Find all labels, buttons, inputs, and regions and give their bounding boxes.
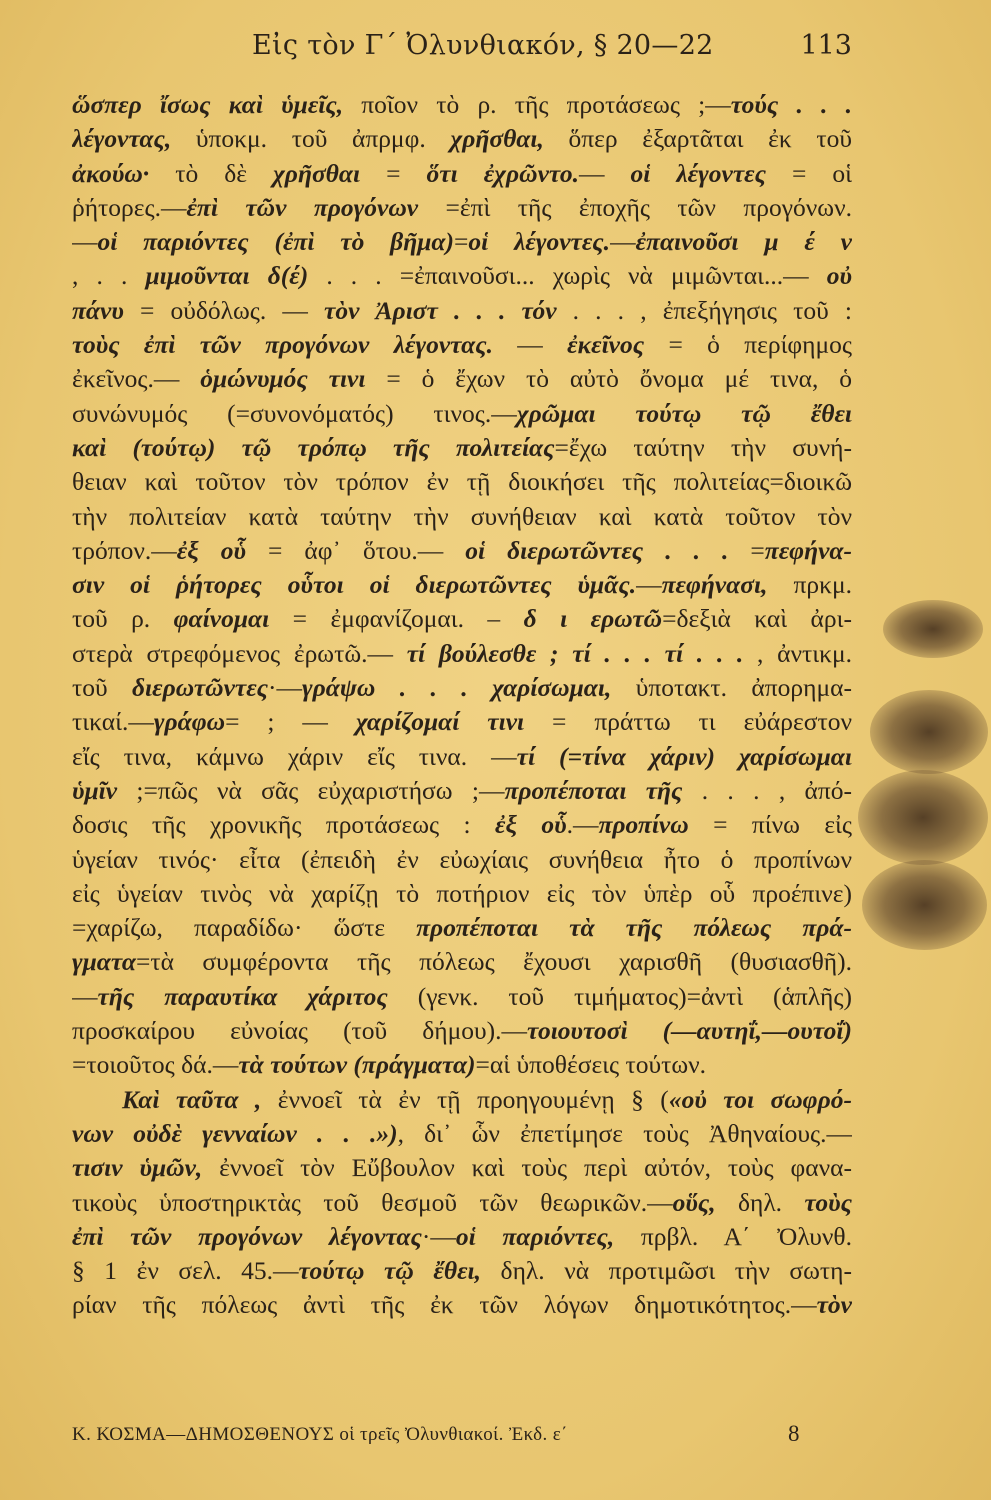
lemma: οἱ παριόντες (ἐπὶ τὸ βῆμα): [97, 227, 455, 257]
text-line: [72, 259, 852, 293]
text-line: [72, 191, 852, 225]
gloss: .—: [566, 810, 599, 840]
lemma: λέγοντας,: [72, 124, 172, 154]
text-line: [72, 1151, 852, 1185]
gloss: = οἱ: [765, 158, 852, 188]
lemma: προπίνω: [598, 810, 689, 840]
lemma: σιν οἱ ῥήτορες οὗτοι οἱ διερωτῶντες ὑμᾶς.: [72, 570, 637, 600]
gloss: εἴς τινα, κάμνω χάριν εἴς τινα. —: [72, 741, 517, 771]
text-line: [72, 1083, 852, 1117]
lemma: τοὺς ἐπὶ τῶν προγόνων λέγοντας.: [72, 330, 493, 360]
lemma: χαρίζομαί τινι: [355, 707, 525, 737]
lemma: «οὐ τοι σωφρό-: [668, 1084, 852, 1114]
lemma: τοιουτοσὶ (—αυτηΐ,—ουτοΐ): [527, 1016, 852, 1046]
gloss: —: [72, 227, 98, 257]
lemma: δ ι ερωτῶ: [523, 604, 663, 634]
text-line: [72, 1220, 852, 1254]
lemma: καὶ (τούτῳ) τῷ τρόπῳ τῆς πολιτείας: [72, 432, 555, 462]
gloss: =τὰ συμφέροντα τῆς πόλεως ἔχουσι χαρισθῆ (θυσιασθῆ).: [135, 947, 852, 977]
gloss: πρβλ. Α΄ Ὀλυνθ.: [614, 1221, 852, 1251]
gloss: =τοιοῦτος δά.—: [72, 1050, 239, 1080]
lemma: ἐπὶ τῶν προγόνων λέγοντας: [72, 1221, 422, 1251]
lemma: οἱ λέγοντες.: [468, 227, 611, 257]
gloss: . . . =ἐπαινοῦσι... χωρὶς νὰ μιμῶνται...—: [308, 261, 827, 291]
gloss: ῥήτορες.—: [72, 192, 187, 222]
text-line: [72, 1048, 852, 1082]
text-line: [72, 1117, 852, 1151]
gloss: =ἐπὶ τῆς ἐποχῆς τῶν προγόνων.: [418, 192, 852, 222]
gloss: = πράττω τι εὐάρεστον: [524, 707, 852, 737]
lemma: οὕς,: [672, 1187, 716, 1217]
gloss: προσκαίρου εὐνοίας (τοῦ δήμου).—: [72, 1016, 527, 1046]
text-line: [72, 602, 852, 636]
text-line: [72, 843, 852, 877]
text-line: [72, 225, 852, 259]
text-line: [72, 980, 852, 1014]
lemma: γράφω: [153, 707, 226, 737]
gloss: ὑποκμ. τοῦ ἀπρμφ.: [171, 124, 451, 154]
gloss: τοῦ ρ.: [72, 604, 174, 634]
lemma: οἱ παριόντες,: [455, 1221, 615, 1251]
page-number: 113: [800, 30, 852, 61]
text-line: [72, 431, 852, 465]
lemma: μιμοῦνται δ(έ): [145, 261, 309, 291]
lemma: νων οὐδὲ γενναίων . . .»): [72, 1118, 398, 1148]
gloss: = οὐδόλως. —: [123, 295, 325, 325]
gloss: (γενκ. τοῦ τιμήματος)=ἀντὶ (ἁπλῆς): [387, 981, 852, 1011]
gloss: ποῖον τὸ ρ. τῆς προτάσεως ;—: [343, 90, 731, 119]
gloss: =δεξιὰ καὶ ἀρι-: [662, 604, 852, 634]
gloss: ·—: [421, 1221, 456, 1251]
lemma: τί βούλεσθε ; τί . . . τί . . .: [406, 638, 744, 668]
lemma: τὸν: [816, 1290, 852, 1320]
text-line: [72, 568, 852, 602]
gloss: συνώνυμός (=συνονόματός) τινος.—: [72, 398, 517, 428]
lemma: γματα: [72, 947, 136, 977]
text-line: [72, 500, 852, 534]
gloss: —: [610, 227, 636, 257]
gloss: =: [454, 227, 469, 257]
gloss: τικοὺς ὑποστηρικτὰς τοῦ θεσμοῦ τῶν θεωρικῶν.—: [72, 1187, 673, 1217]
gloss: , δι᾽ ὧν ἐπετίμησε τοὺς Ἀθηναίους.—: [397, 1118, 852, 1148]
lemma: οἱ λέγοντες: [630, 158, 766, 188]
gloss: τὴν πολιτείαν κατὰ ταύτην τὴν συνήθειαν καὶ κατὰ τοῦτον τὸν: [72, 501, 852, 531]
gloss: ·—: [268, 673, 303, 703]
lemma: ἐπαινοῦσι μ έ ν: [635, 227, 852, 257]
lemma: χρῆσθαι: [272, 158, 361, 188]
lemma: ἐκεῖνος: [567, 330, 645, 360]
lemma: ἀκούω·: [72, 158, 150, 188]
gloss: τὸ δὲ: [149, 158, 273, 188]
lemma: τί (=τίνα χάριν) χαρίσωμαι: [516, 741, 852, 771]
gloss: . . . , ἐπεξήγησις τοῦ :: [556, 295, 852, 325]
text-line: [72, 122, 852, 156]
gloss: =: [360, 158, 427, 188]
page-header: [72, 30, 852, 70]
gloss: τρόπον.—: [72, 535, 177, 565]
gloss: =αἱ ὑποθέσεις τούτων.: [475, 1050, 707, 1080]
commentary-text: [72, 88, 852, 1323]
text-line: [72, 465, 852, 499]
lemma: τοὺς: [804, 1187, 852, 1217]
gloss: ρίαν τῆς πόλεως ἀντὶ τῆς ἐκ τῶν λόγων δημοτικότητος.—: [72, 1290, 817, 1320]
gloss: δηλ. νὰ προτιμῶσι τὴν σωτη-: [481, 1256, 852, 1286]
lemma: ὁμώνυμός τινι: [200, 364, 366, 394]
gloss: = ὁ ἔχων τὸ αὐτὸ ὄνομα μέ τινα, ὁ: [365, 364, 852, 394]
text-line: [72, 1254, 852, 1288]
gloss: = ὁ περίφημος: [644, 330, 852, 360]
lemma: τὸν Ἀριστ . . . τόν: [324, 295, 557, 325]
gloss: = ἐμφανίζομαι. –: [269, 604, 524, 634]
text-line: [72, 705, 852, 739]
ink-smudge: [858, 770, 988, 865]
lemma: πεφήνα-: [764, 535, 852, 565]
gloss: ὅπερ ἐξαρτᾶται ἐκ τοῦ: [543, 124, 852, 154]
lemma: φαίνομαι: [173, 604, 270, 634]
gloss: = πίνω εἰς: [688, 810, 852, 840]
text-line: [72, 1288, 852, 1322]
text-line: [72, 294, 852, 328]
gloss: ὑγείαν τινός· εἶτα (ἐπειδὴ ἐν εὐωχίαις συνήθεια ἦτο ὁ προπίνων: [72, 844, 852, 874]
gloss: = ἀφ᾽ ὅτου.—: [245, 535, 466, 565]
lemma: τούς . . .: [730, 90, 852, 119]
text-line: [72, 534, 852, 568]
text-line: [72, 637, 852, 671]
gloss: ἐκεῖνος.—: [72, 364, 201, 394]
text-line: [72, 157, 852, 191]
text-line: [72, 1186, 852, 1220]
gloss: θειαν καὶ τοῦτον τὸν τρόπον ἐν τῇ διοικήσει τῆς πολιτείας=διοικῶ: [72, 467, 852, 497]
lemma: ὅτι ἐχρῶντο.: [426, 158, 579, 188]
gloss: =ἔχω ταύτην τὴν συνή-: [554, 432, 852, 462]
ink-smudge: [883, 600, 983, 658]
text-line: [72, 740, 852, 774]
gloss: πρκμ.: [767, 570, 852, 600]
lemma: προπέποται τῆς: [504, 775, 683, 805]
text-line: [72, 671, 852, 705]
lemma: τούτῳ τῷ ἔθει,: [298, 1256, 481, 1286]
lemma: Καὶ ταῦτα ,: [122, 1084, 262, 1114]
lemma: τὰ τούτων (πράγματα): [238, 1050, 476, 1080]
lemma: προπέποται τὰ τῆς πόλεως πρά-: [416, 913, 852, 943]
gloss: —: [72, 981, 98, 1011]
ink-smudge: [870, 690, 988, 774]
text-line: [72, 774, 852, 808]
gloss: § 1 ἐν σελ. 45.—: [72, 1256, 299, 1286]
gloss: —: [579, 158, 631, 188]
gloss: στερὰ στρεφόμενος ἐρωτῶ.—: [72, 638, 407, 668]
lemma: ὑμῖν: [72, 775, 118, 805]
lemma: τῆς παραυτίκα χάριτος: [97, 981, 388, 1011]
gloss: τικαί.—: [72, 707, 154, 737]
text-line: [72, 808, 852, 842]
lemma: πεφήνασι,: [661, 570, 768, 600]
gloss: —: [636, 570, 662, 600]
gloss: =χαρίζω, παραδίδω· ὥστε: [72, 913, 417, 943]
gloss: δηλ.: [715, 1187, 805, 1217]
lemma: γράψω . . . χαρίσωμαι,: [302, 673, 612, 703]
gloss: ;=πῶς νὰ σᾶς εὐχαριστήσω ;—: [117, 775, 505, 805]
ink-smudge: [862, 860, 987, 950]
text-line: [72, 88, 852, 122]
text-line: [72, 362, 852, 396]
text-line: [72, 877, 852, 911]
signature-mark: 8: [788, 1421, 800, 1446]
text-line: [72, 1014, 852, 1048]
gloss: ὑποτακτ. ἀπορημα-: [611, 673, 852, 703]
lemma: οἱ διερωτῶντες . . .: [465, 535, 729, 565]
lemma: διερωτῶντες: [132, 673, 269, 703]
gloss: . . . , ἀπό-: [682, 775, 852, 805]
lemma: οὐ: [826, 261, 852, 291]
lemma: ὥσπερ ἴσως καὶ ὑμεῖς,: [72, 90, 344, 119]
running-head: Εἰς τὸν Γ΄ Ὀλυνθιακόν, § 20—22: [252, 30, 714, 61]
lemma: πάνυ: [72, 295, 124, 325]
gloss: ἐννοεῖ τὸν Εὔβουλον καὶ τοὺς περὶ αὐτόν, τοὺς φανα-: [202, 1153, 852, 1183]
footer-imprint: Κ. ΚΟΣΜΑ—ΔΗΜΟΣΘΕΝΟΥΣ οἱ τρεῖς Ὀλυνθιακοί. Ἐκδ. ε΄: [72, 1424, 568, 1445]
gloss: δοσις τῆς χρονικῆς προτάσεως :: [72, 810, 496, 840]
gloss: , ἀντικμ.: [743, 638, 852, 668]
gloss: = ; —: [225, 707, 356, 737]
text-line: [72, 945, 852, 979]
gloss: τοῦ: [72, 673, 132, 703]
text-line: [72, 328, 852, 362]
page-footer: [72, 1421, 852, 1454]
gloss: =: [728, 535, 765, 565]
lemma: χρῶμαι τούτῳ τῷ ἔθει: [516, 398, 852, 428]
lemma: ἐπὶ τῶν προγόνων: [186, 192, 419, 222]
lemma: χρῆσθαι,: [450, 124, 544, 154]
gloss: εἰς ὑγείαν τινὸς νὰ χαρίζῃ τὸ ποτήριον εἰς τὸν ὑπὲρ οὗ προέπινε): [72, 878, 852, 908]
gloss: —: [492, 330, 568, 360]
text-line: [72, 911, 852, 945]
text-line: [72, 397, 852, 431]
lemma: ἐξ οὗ: [495, 810, 567, 840]
gloss: , . .: [72, 261, 146, 291]
lemma: ἐξ οὗ: [176, 535, 246, 565]
lemma: τισιν ὑμῶν,: [72, 1153, 203, 1183]
gloss: ἐννοεῖ τὰ ἐν τῇ προηγουμένῃ § (: [261, 1084, 669, 1114]
